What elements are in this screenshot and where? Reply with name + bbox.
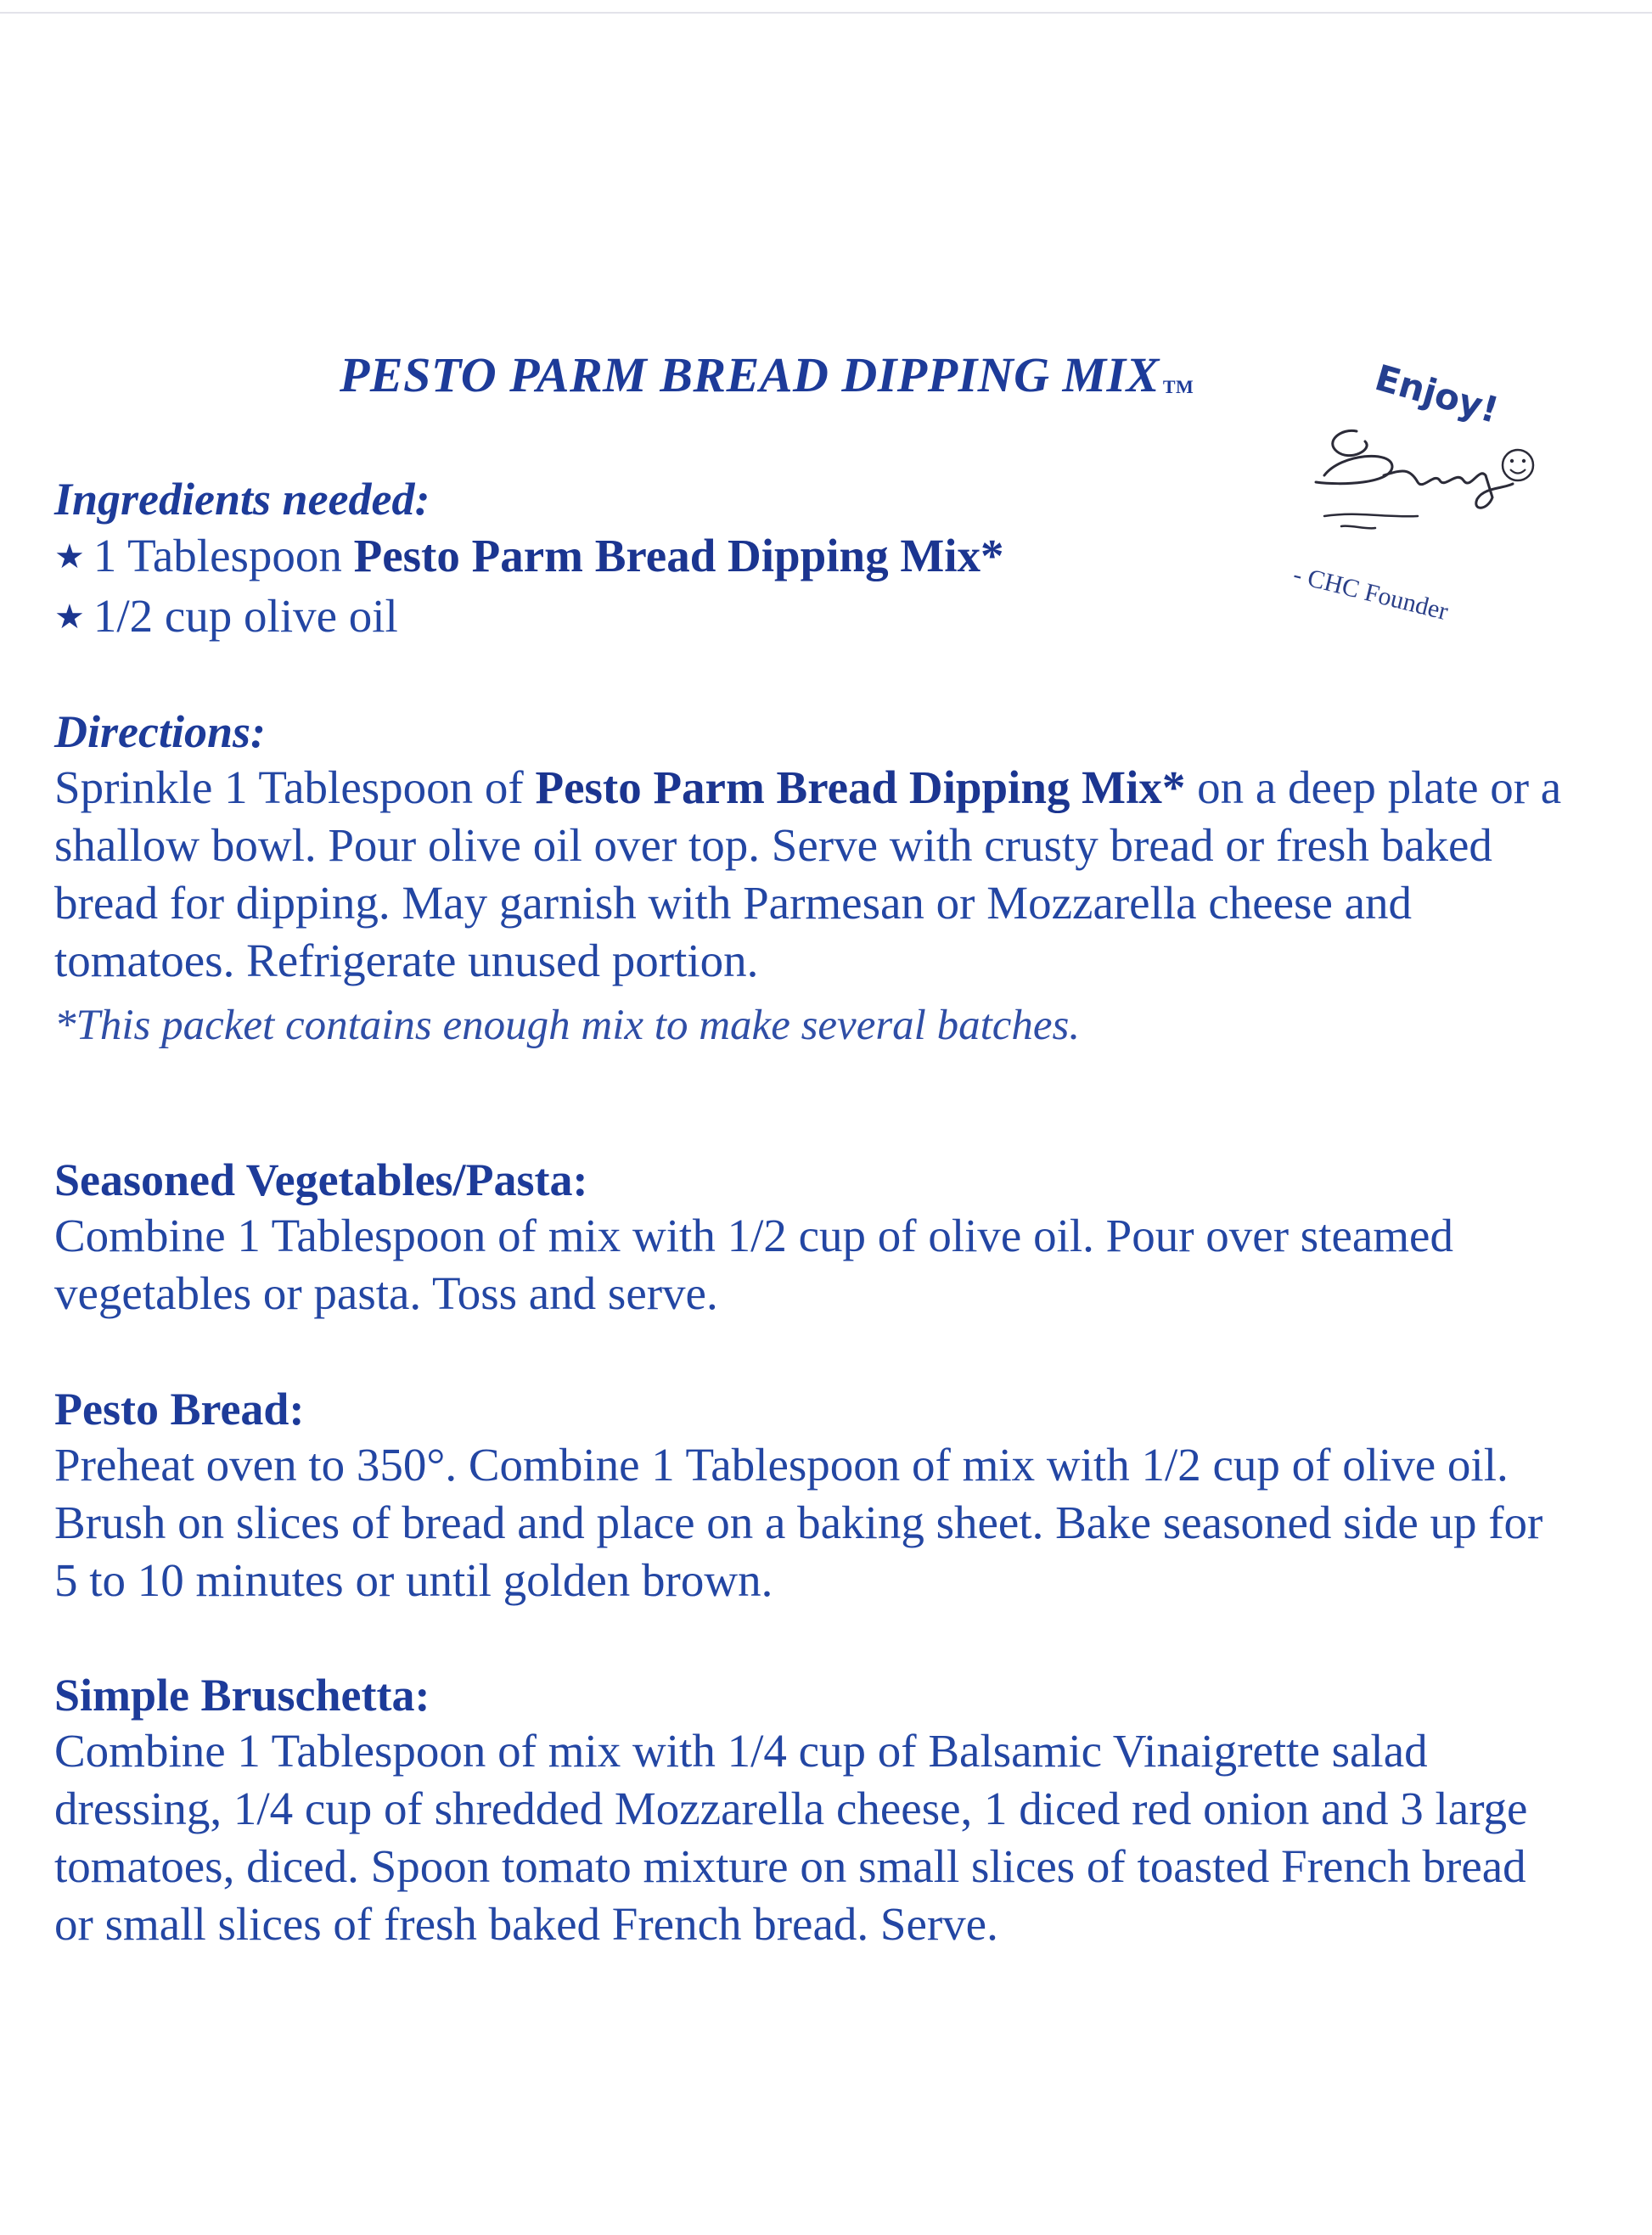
directions-section	[54, 705, 1574, 1053]
ingredients-section	[54, 472, 1574, 647]
directions-text: Sprinkle 1 Tablespoon of Pesto Parm Bread Dipping Mix* on a deep plate or a shallow bowl. Pour olive oil over top. Serve with crusty bread or fresh baked bread for dipping. May garnish with Parmesan or Mozzarella cheese and tomatoes. Refrigerate unused portion.	[54, 761, 1562, 986]
seasoned-text: Combine 1 Tablespoon of mix with 1/2 cup of olive oil. Pour over steamed vegetables or pasta. Toss and serve.	[54, 1210, 1453, 1319]
bruschetta-section	[54, 1668, 1574, 1953]
star-icon: ★	[54, 598, 85, 637]
ingredient-item-1: ★ 1 Tablespoon Pesto Parm Bread Dipping Mix*	[54, 530, 1004, 581]
trademark-mark: TM	[1162, 376, 1194, 397]
recipe-title: PESTO PARM BREAD DIPPING MIX TM	[340, 347, 1194, 402]
enjoy-note: Enjoy!	[1370, 357, 1503, 431]
pesto-bread-heading: Pesto Bread:	[54, 1384, 305, 1435]
top-border-line	[0, 12, 1652, 14]
directions-heading: Directions:	[54, 706, 266, 757]
star-icon: ★	[54, 537, 85, 576]
pesto-bread-section	[54, 1382, 1574, 1609]
seasoned-section	[54, 1153, 1574, 1322]
bruschetta-text: Combine 1 Tablespoon of mix with 1/4 cup of Balsamic Vinaigrette salad dressing, 1/4 cup of shredded Mozzarella cheese, 1 diced red onion and 3 large tomatoes, diced. Spoon tomato mixture on small slices of toasted French bread or small slices of fresh baked French bread. Serve.	[54, 1725, 1528, 1950]
bruschetta-heading: Simple Bruschetta:	[54, 1670, 430, 1721]
ingredient-item-2: ★ 1/2 cup olive oil	[54, 590, 398, 642]
pesto-bread-text: Preheat oven to 350°. Combine 1 Tablespoon of mix with 1/2 cup of olive oil. Brush on slices of bread and place on a baking sheet. Bake seasoned side up for 5 to 10 minutes or until golden brown.	[54, 1439, 1543, 1606]
founder-caption: - CHC Founder	[1290, 560, 1452, 626]
seasoned-heading: Seasoned Vegetables/Pasta:	[54, 1154, 588, 1205]
directions-note: *This packet contains enough mix to make several batches.	[54, 1002, 1081, 1049]
ingredients-heading: Ingredients needed:	[54, 474, 430, 525]
